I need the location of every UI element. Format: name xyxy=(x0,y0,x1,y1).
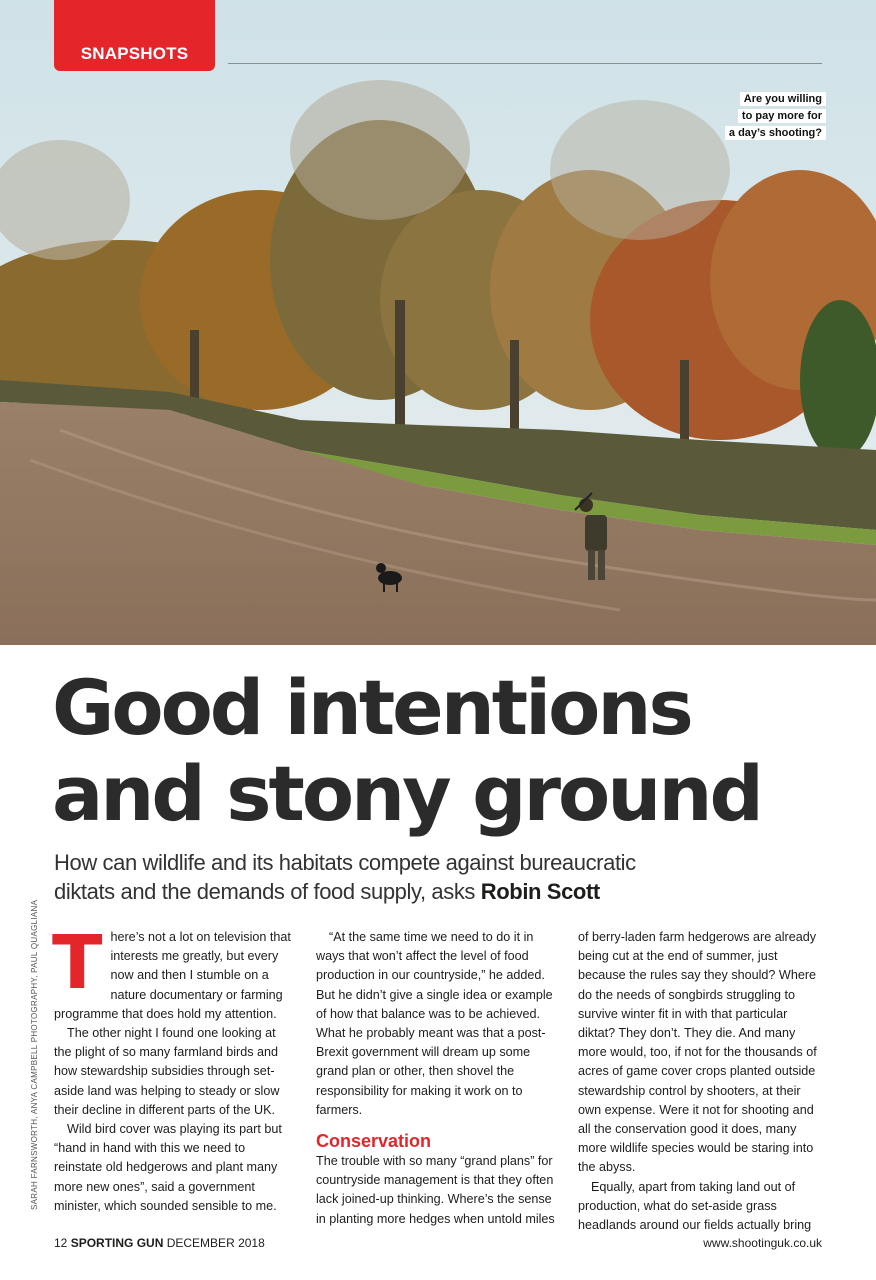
standfirst xyxy=(54,848,694,906)
photo-caption xyxy=(725,91,826,142)
body-paragraph: “At the same time we need to do it in ways that won’t affect the level of food production in our countryside,” he added. But he didn’t give a single idea or example of how that balance was to be achieved. What he probably meant was that a post-Brexit government will dream up some grand plan or other, then shovel the responsibility for making it work on to farmers. xyxy=(316,930,553,1117)
body-column-3 xyxy=(578,928,824,1235)
standfirst-text: How can wildlife and its habitats compete against bureaucratic diktats and the demands of food supply, asks xyxy=(54,850,636,904)
caption-line: Are you willing xyxy=(740,92,826,106)
subheading: Conservation xyxy=(316,1131,432,1152)
caption-line: a day’s shooting? xyxy=(725,126,826,140)
body-paragraph: Equally, apart from taking land out of production, what do set-aside grass headlands around our fields actually bring xyxy=(578,1179,812,1233)
body-column-2 xyxy=(316,928,562,1229)
body-paragraph: of berry-laden farm hedgerows are already being cut at the end of summer, just because the rules say they should? Where do the needs of songbirds struggling to survive winter fit in with that particular diktat? They don’t. They die. And many more would, too, if not for the thousands of acres of game cover crops planted outside stewardship control by shooters, at their own expense. Were it not for shooting and all the conservation good it does, many more wildlife species would be staring into the abyss. xyxy=(578,930,817,1175)
headline-line: and stony ground xyxy=(52,749,761,838)
body-column-1 xyxy=(52,920,294,1216)
body-paragraph: The other night I found one looking at the plight of so many farmland birds and how stewardship subsidies through set-aside land was helping to steady or slow their decline in different parts of the UK. xyxy=(54,1026,280,1117)
section-tag: SNAPSHOTS xyxy=(54,0,215,71)
body-paragraph: here’s not a lot on television that interests me greatly, but every now and then I stumble on a nature documentary or farming programme that does hold my attention. xyxy=(54,930,291,1021)
body-paragraph: The trouble with so many “grand plans” for countryside management is that they often lack joined-up thinking. Where’s the sense in planting more hedges when untold miles xyxy=(316,1154,555,1226)
photo-credit: SARAH FARNSWORTH, ANYA CAMPBELL PHOTOGRAPHY, PAUL QUAGLIANA xyxy=(30,899,39,1210)
headline-line: Good intentions xyxy=(52,663,691,752)
issue-date: DECEMBER 2018 xyxy=(166,1236,265,1250)
page-number: 12 xyxy=(54,1236,68,1250)
caption-line: to pay more for xyxy=(738,109,826,123)
author-name: Robin Scott xyxy=(480,879,600,904)
body-paragraph: Wild bird cover was playing its part but “hand in hand with this we need to reinstate old hedgerows and plant many more new ones”, said a government minister, which sounded sensible to me. xyxy=(54,1122,282,1213)
drop-cap: T xyxy=(52,920,103,1006)
header-rule xyxy=(228,63,822,64)
website-url: www.shootinguk.co.uk xyxy=(703,1236,822,1250)
magazine-name: SPORTING GUN xyxy=(70,1236,164,1250)
page-footer xyxy=(54,1236,265,1250)
headline xyxy=(52,665,852,837)
